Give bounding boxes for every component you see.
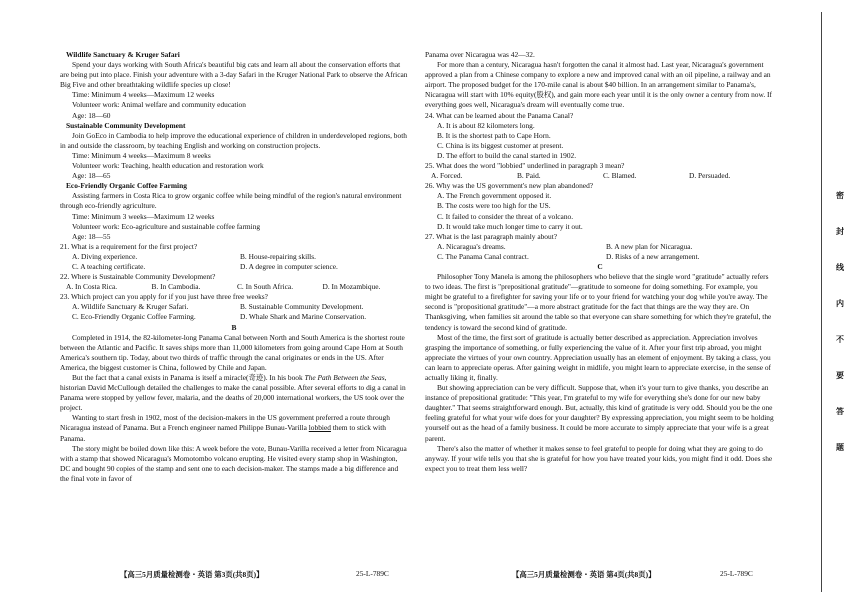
option: D. The effort to build the canal started in 1902. <box>437 150 577 160</box>
time-wildlife: Time: Minimum 4 weeks—Maximum 12 weeks <box>72 90 215 100</box>
option: C. In South Africa. <box>237 282 294 292</box>
para-coffee: Assisting farmers in Costa Rica to grow organic coffee while being mindful of the region's natural environment through eco-friendly agriculture. <box>60 191 402 211</box>
seal-char: 不 <box>836 335 844 344</box>
option: C. A teaching certificate. <box>72 261 146 271</box>
section-b-label: B <box>231 322 237 332</box>
heading-wildlife: Wildlife Sanctuary & Kruger Safari <box>66 50 180 59</box>
option: D. It would take much longer time to carry it out. <box>437 221 583 231</box>
heading-community: Sustainable Community Development <box>66 120 186 130</box>
seal-char: 密 <box>836 191 844 200</box>
option: B. The costs were too high for the US. <box>437 201 551 211</box>
para-b2: But the fact that a canal exists in Panama is itself a miracle(奇迹). In his book The Path Between the Seas, historian David McCullough detailed the challenges to make the canal possible. After several efforts to dig a canal in Panama were stopped by yellow fever, malaria, and the deaths of 20,000 international workers, the US took over the project. <box>60 373 406 413</box>
option: A. Diving experience. <box>72 251 138 261</box>
option: A. Nicaragua's dreams. <box>437 241 506 251</box>
option: A. The French government opposed it. <box>437 191 552 201</box>
options-27b <box>425 252 775 262</box>
section-c-label: C <box>597 261 603 271</box>
option: B. Paid. <box>517 171 541 181</box>
options-23b <box>60 312 408 322</box>
option: B. House-repairing skills. <box>240 251 316 261</box>
para-wildlife: Spend your days working with South Africa's beautiful big cats and learn all about the conservation efforts that are being put into place. Finish your adventure with a 3-day Safari in the Kruger National Park to observe the African Big Five and other breathtaking wildlife species up close! <box>60 60 408 90</box>
age-community: Age: 18—65 <box>72 171 111 181</box>
para-b4: The story might be boiled down like this: A week before the vote, Bunau-Varilla received a letter from Nicaragua with a stamp that showed Nicaragua's Momotombo volcano erupting. He visited every stamp shop in Washington, DC and bought 90 copies of the stamp and sent one to each decision-maker. The stamps made a big difference and the final vote in favor of <box>60 443 407 483</box>
option: A. Forced. <box>431 171 463 181</box>
work-coffee: Volunteer work: Eco-agriculture and sustainable coffee farming <box>72 221 261 231</box>
question-24: 24. What can be learned about the Panama Canal? <box>425 110 574 120</box>
footer-left: 【高三5月质量检测卷・英语 第3页(共8页)】 <box>120 570 264 579</box>
para-community: Join GoEco in Cambodia to help improve the educational experience of children in underdeveloped regions, both in and outside the classroom, by teaching English and working on construction projects. <box>60 130 407 150</box>
para-c2: Most of the time, the first sort of gratitude is actually better described as appreciation. Appreciation involves grasping the importance of something, or fully experiencing the value of it. After your first trip abroad, you might appreciate the virtues of your own country. Appreciation usually has an element of enjoyment. By taking a class, you can learn to appreciate operas. After gaining weight in midlife, you might learn to appreciate exercise, in the sense of actually liking it, finally. <box>425 332 771 382</box>
seal-char: 要 <box>836 371 844 380</box>
para-b1: Completed in 1914, the 82-kilometer-long Panama Canal between North and South America is the shortest route between the Atlantic and Pacific. It saves ships more than 11,000 kilometers from going around Cape Horn at South America's southern tip. Today, about two thirds of traffic through the canal originates or ends in the US. After America, the biggest customer is China, followed by Chile and Japan. <box>60 332 405 372</box>
seal-char: 内 <box>836 299 844 308</box>
seal-char: 答 <box>836 407 844 416</box>
para-b3: Wanting to start fresh in 1902, most of the decision-makers in the US government preferred a route through Nicaragua instead of Panama. But a French engineer named Philippe Bunau-Varilla lobbied them to stick with Panama. <box>60 413 390 443</box>
seal-char: 封 <box>836 227 844 236</box>
option: C. It failed to consider the threat of a volcano. <box>437 211 574 221</box>
option: D. A degree in computer science. <box>240 261 338 271</box>
seal-margin <box>800 0 860 608</box>
option: C. Eco-Friendly Organic Coffee Farming. <box>72 312 196 322</box>
option: D. Whale Shark and Marine Conservation. <box>240 312 367 322</box>
para-r0: Panama over Nicaragua was 42—32. <box>425 50 535 59</box>
question-27: 27. What is the last paragraph mainly about? <box>425 231 558 241</box>
para-r1: For more than a century, Nicaragua hasn't forgotten the canal it almost had. Last year, Nicaragua's government approved a plan from a Chinese company to explore a new and improved canal with an oil pipeline, a railway and an airport. The proposed budget for the 170-mile canal is about $40 billion. In an arrangement similar to Panama's, Nicaragua will start with 10% equity(股权), and gain more each year until it is the only owner a century from now. If everything goes well, Nicaragua's dream will eventually come true. <box>425 60 772 110</box>
work-wildlife: Volunteer work: Animal welfare and community education <box>72 100 246 110</box>
question-23: 23. Which project can you apply for if you just have three free weeks? <box>60 292 268 302</box>
option: B. In Cambodia. <box>151 282 201 292</box>
option: A. Wildlife Sanctuary & Kruger Safari. <box>72 302 189 312</box>
seal-line <box>821 12 822 592</box>
para-c4: There's also the matter of whether it makes sense to feel grateful to people for doing what they are going to do anyway. If your wife tells you that she is grateful for how you have treated your kids, you might find it odd. Does she expect you to treat them less well? <box>425 443 773 473</box>
footer-left-code: 25-L-789C <box>356 569 389 578</box>
para-c3: But showing appreciation can be very difficult. Suppose that, when it's your turn to give thanks, you describe an instance of prepositional gratitude: "This year, I'm grateful to my wife for everything she's done for our new baby daughter." That seems straightforward enough. But, actually, this kind of gratitude is very odd. Should you be the one feeling grateful for what your wife does for your daughter? By expressing appreciation, you might seem to be holding yourself out as the head of a family business. It could be more accurate to simply appreciate that your wife is a great parent. <box>425 383 774 443</box>
time-community: Time: Minimum 4 weeks—Maximum 8 weeks <box>72 150 211 160</box>
options-25 <box>425 171 775 181</box>
seal-char: 题 <box>836 443 844 452</box>
age-wildlife: Age: 18—60 <box>72 110 111 120</box>
options-27a <box>425 242 775 252</box>
left-column <box>60 50 408 484</box>
option: C. The Panama Canal contract. <box>437 251 529 261</box>
question-22: 22. Where is Sustainable Community Development? <box>60 272 216 282</box>
options-23a <box>60 302 408 312</box>
options-21a <box>60 252 408 262</box>
options-21b <box>60 262 408 272</box>
para-c1: Philosopher Tony Manela is among the philosophers who believe that the single word "gratitude" actually refers to two ideas. The first is "prepositional gratitude"—gratitude to someone for doing something. For example, you might be grateful to a firefighter for saving your life or to your friend for watching your dog while you're away. The second is "propositional gratitude"—a more abstract gratitude for the fact that things are the way they are. On Thanksgiving, when families sit around the table so that everyone can share something for which they're grateful, the tendency is toward the second kind of gratitude. <box>425 272 772 332</box>
footer-right: 【高三5月质量检测卷・英语 第4页(共8页)】 <box>512 570 656 579</box>
option: A. In Costa Rica. <box>66 282 118 292</box>
option: C. China is its biggest customer at present. <box>437 140 564 150</box>
seal-char: 线 <box>836 263 844 272</box>
footer-right-code: 25-L-789C <box>720 569 753 578</box>
question-26: 26. Why was the US government's new plan abandoned? <box>425 181 594 191</box>
time-coffee: Time: Minimum 3 weeks—Maximum 12 weeks <box>72 211 215 221</box>
option: D. Risks of a new arrangement. <box>606 251 700 261</box>
option: D. Persuaded. <box>689 171 731 181</box>
option: B. Sustainable Community Development. <box>240 302 364 312</box>
work-community: Volunteer work: Teaching, health education and restoration work <box>72 161 264 171</box>
option: C. Blamed. <box>603 171 637 181</box>
option: B. A new plan for Nicaragua. <box>606 241 693 251</box>
option: B. It is the shortest path to Cape Horn. <box>437 130 551 140</box>
book-title: The Path Between the Seas <box>304 373 385 382</box>
question-21: 21. What is a requirement for the first project? <box>60 241 198 251</box>
options-22 <box>60 282 408 292</box>
option: A. It is about 82 kilometers long. <box>437 120 535 130</box>
age-coffee: Age: 18—55 <box>72 231 111 241</box>
right-column <box>425 50 775 474</box>
underlined-word: lobbied <box>308 423 331 433</box>
question-25: 25. What does the word "lobbied" underlined in paragraph 3 mean? <box>425 161 625 171</box>
option: D. In Mozambique. <box>322 282 381 292</box>
heading-coffee: Eco-Friendly Organic Coffee Farming <box>66 181 187 191</box>
